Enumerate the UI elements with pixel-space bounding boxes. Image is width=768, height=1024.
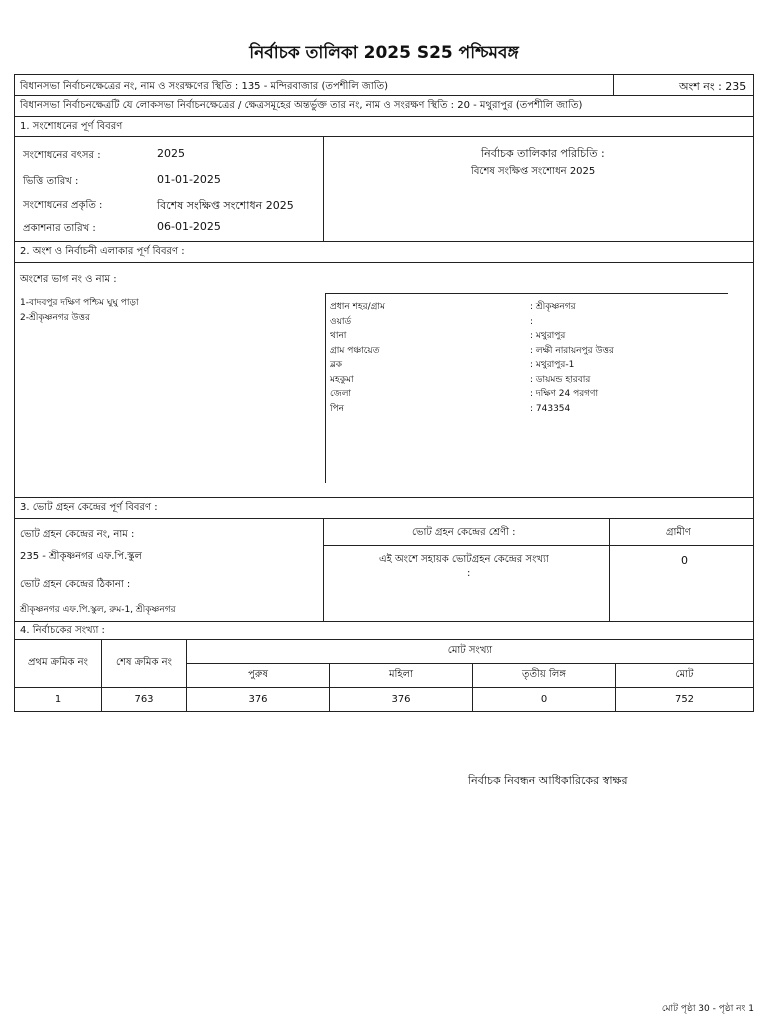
section1-heading: 1. সংশোধনের পূর্ণ বিবরণ [14,117,754,137]
vertical-divider [613,75,614,95]
address-key: প্রধান শহর/গ্রাম [330,302,385,312]
male-header: পুরুষ [187,664,330,688]
total-cell: 752 [616,688,754,712]
address-key: গ্রাম পঞ্চায়েত [330,346,380,356]
base-date-value: 01-01-2025 [157,173,221,186]
station-category-value: গ্রামীণ [666,527,691,538]
revision-type-value: বিশেষ সংক্ষিপ্ত সংশোধন 2025 [157,199,294,212]
address-key: জেলা [330,389,352,399]
auxiliary-stations-colon: : [467,568,471,579]
male-cell: 376 [187,688,330,712]
station-category-label: ভোট গ্রহন কেন্দ্রের শ্রেণী : [412,527,516,538]
base-date-label: ভিত্তি তারিখ : [23,176,79,187]
last-serial-header: শেষ ক্রমিক নং [102,640,187,688]
page-footer: মোট পৃষ্ঠা 30 - পৃষ্ঠা নং 1 [661,1004,754,1014]
horizontal-divider [323,545,754,546]
female-cell: 376 [330,688,473,712]
section1-body [14,136,754,242]
assembly-row [14,74,754,96]
elector-count-table [14,639,754,712]
address-value: : [530,317,534,327]
publication-date-value: 06-01-2025 [157,220,221,233]
address-key: থানা [330,331,347,341]
station-address-label: ভোট গ্রহন কেন্দ্রের ঠিকানা : [20,579,131,590]
revision-type-label: সংশোধনের প্রকৃতি : [23,200,103,211]
table-row [15,688,754,712]
address-box-top-border [325,293,728,294]
address-key: ব্লক [330,360,343,370]
section2-heading: 2. অংশ ও নির্বাচনী এলাকার পূর্ণ বিবরণ : [14,242,754,263]
assembly-label: বিধানসভা নির্বাচনক্ষেত্রের নং, নাম ও সংরক্ষণের স্থিতি : 135 - মন্দিরবাজার (তপশীলি জাতি) [20,81,389,92]
station-value: 235 - শ্রীকৃষ্ণনগর এফ.পি.স্কুল [20,551,142,562]
address-value: : মথুরাপুর [530,331,566,341]
part-section-heading: অংশের ভাগ নং ও নাম : [20,274,117,285]
auxiliary-stations-label: এই অংশে সহায়ক ভোটগ্রহন কেন্দ্রের সংখ্যা [379,554,549,565]
vertical-divider [609,518,610,621]
roll-intro-value: বিশেষ সংক্ষিপ্ত সংশোধন 2025 [471,166,596,177]
address-value: : ডায়মন্ড হারবার [530,375,591,385]
roll-intro-heading: নির্বাচক তালিকার পরিচিতি : [481,147,605,160]
revision-year-value: 2025 [157,147,185,160]
first-serial-header: প্রথম ক্রমিক নং [15,640,102,688]
part-section-1: 1-বাদবপুর দক্ষিণ পশ্চিম ঘুঘু পাড়া [20,298,139,308]
part-number: অংশ নং : 235 [679,80,747,93]
third-gender-cell: 0 [473,688,616,712]
parliament-row: বিধানসভা নির্বাচনক্ষেত্রটি যে লোকসভা নির্বাচনক্ষেত্রের / ক্ষেত্রসমূহের অন্তর্ভুক্ত তার নং, নাম ও সংরক্ষণ স্থিতি : 20 - মথুরাপুর (তপশীলি জাতি) [14,96,754,117]
vertical-divider [323,136,324,241]
last-serial-cell: 763 [102,688,187,712]
station-label: ভোট গ্রহন কেন্দ্রের নং, নাম : [20,529,135,540]
female-header: মহিলা [330,664,473,688]
auxiliary-stations-value: 0 [681,554,688,567]
section3-heading: 3. ভোট গ্রহন কেন্দ্রের পূর্ণ বিবরণ : [14,498,754,519]
revision-year-label: সংশোধনের বৎসর : [23,150,101,161]
publication-date-label: প্রকাশনার তারিখ : [23,223,96,234]
address-key: মহকুমা [330,375,354,385]
section3-body [14,518,754,622]
section4-heading: 4. নির্বাচকের সংখ্যা : [14,622,754,640]
third-gender-header: তৃতীয় লিঙ্গ [473,664,616,688]
part-section-2: 2-শ্রীকৃষ্ণনগর উত্তর [20,313,90,323]
station-address-value: শ্রীকৃষ্ণনগর এফ.পি.স্কুল, রুম-1, শ্রীকৃষ্ণনগর [20,605,176,615]
address-value: : দক্ষিণ 24 পরগণা [530,389,599,399]
address-key: পিন [330,404,345,414]
address-value: : 743354 [530,404,571,414]
total-count-group-header: মোট সংখ্যা [187,640,754,664]
total-header: মোট [616,664,754,688]
address-value: : লক্ষী নারায়নপুর উত্তর [530,346,614,356]
address-value: : মথুরাপুর-1 [530,360,575,370]
vertical-divider [323,518,324,621]
address-value: : শ্রীকৃষ্ণনগর [530,302,576,312]
address-key: ওয়ার্ড [330,317,352,327]
page-title: নির্বাচক তালিকা 2025 S25 পশ্চিমবঙ্গ [249,43,519,63]
first-serial-cell: 1 [15,688,102,712]
signature-label: নির্বাচক নিবন্ধন আধিকারিকের স্বাক্ষর [468,774,628,787]
address-box-left-border [325,293,326,483]
